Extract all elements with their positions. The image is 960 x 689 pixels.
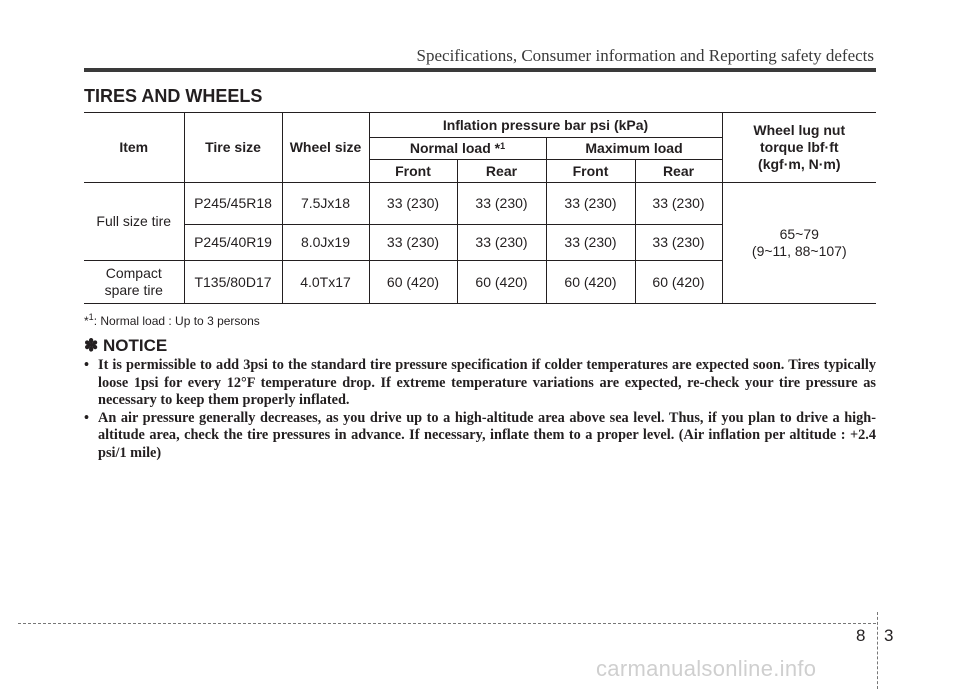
notice-text: An air pressure generally decreases, as you drive up to a high-altitude area above sea level. Thus, if you plan to drive a high-altitude area, check the tire pressures in advance. If necessary, inflate them to a proper level. (Air inflation per altitude : +2.4 psi/1 mile)	[98, 409, 876, 461]
notice-title: ✽ NOTICE	[84, 336, 168, 355]
cell-wheel-size: 7.5Jx18	[282, 183, 369, 225]
notice-text: It is permissible to add 3psi to the standard tire pressure specification if colder temperatures are expected soon. Tires typically loose 1psi for every 12°F temperature drop. If extreme temperature variations are expected, re-check your tire pressure as necessary to keep them properly inflated.	[98, 357, 876, 408]
footnote	[84, 314, 260, 328]
header-normal-load-sup: 1	[500, 141, 506, 151]
cell-normal-front: 60 (420)	[369, 261, 457, 304]
notice-item-cold-temperature	[84, 357, 876, 410]
running-header: Specifications, Consumer information and Reporting safety defects	[416, 46, 874, 65]
footnote-text: : Normal load : Up to 3 persons	[93, 314, 260, 328]
footnote-sup: 1	[88, 312, 94, 322]
lug-value-line1: 65~79	[779, 226, 819, 242]
page-chapter: 8	[856, 626, 866, 645]
watermark: carmanualsonline.info	[596, 656, 817, 681]
header-lug-line3: (kgf·m, N·m)	[758, 156, 841, 172]
header-inflation-pressure: Inflation pressure bar psi (kPa)	[369, 113, 722, 138]
cell-wheel-size: 8.0Jx19	[282, 225, 369, 261]
cell-max-rear: 33 (230)	[635, 225, 722, 261]
item-compact-spare-tire	[84, 261, 184, 304]
item-full-size-tire: Full size tire	[84, 183, 184, 261]
header-maximum-load: Maximum load	[546, 138, 722, 160]
header-max-front: Front	[546, 160, 635, 183]
notice-list	[84, 357, 876, 462]
cell-normal-front: 33 (230)	[369, 225, 457, 261]
header-lug-line2: torque lbf·ft	[760, 139, 839, 155]
cell-wheel-size: 4.0Tx17	[282, 261, 369, 304]
header-normal-load-label: Normal load *	[409, 140, 501, 156]
header-item: Item	[84, 113, 184, 183]
cell-max-rear: 33 (230)	[635, 183, 722, 225]
bullet-icon: •	[84, 357, 90, 373]
cell-lug-torque-value	[722, 183, 876, 304]
header-rule	[84, 68, 876, 72]
cell-normal-rear: 60 (420)	[457, 261, 546, 304]
section-title: TIRES AND WHEELS	[84, 86, 263, 106]
footnote-mark: *	[84, 314, 89, 328]
header-wheel-size: Wheel size	[282, 113, 369, 183]
bullet-icon: •	[84, 409, 90, 426]
cell-normal-rear: 33 (230)	[457, 183, 546, 225]
tire-spec-table	[84, 112, 876, 304]
cell-tire-size: T135/80D17	[184, 261, 282, 304]
table-row	[84, 183, 876, 225]
compact-label-line1: Compact	[105, 265, 162, 281]
cell-tire-size: P245/40R19	[184, 225, 282, 261]
cell-max-rear: 60 (420)	[635, 261, 722, 304]
notice-item-high-altitude	[84, 410, 876, 463]
compact-label-line2: spare tire	[104, 282, 163, 298]
bottom-dashed-rule	[18, 623, 876, 624]
header-lug-line1: Wheel lug nut	[753, 122, 846, 138]
header-normal-load	[369, 138, 546, 160]
header-tire-size: Tire size	[184, 113, 282, 183]
header-normal-front: Front	[369, 160, 457, 183]
header-normal-rear: Rear	[457, 160, 546, 183]
header-max-rear: Rear	[635, 160, 722, 183]
header-lug-torque	[722, 113, 876, 183]
cell-max-front: 33 (230)	[546, 183, 635, 225]
page-number-divider	[877, 612, 878, 689]
cell-max-front: 60 (420)	[546, 261, 635, 304]
page-number: 3	[884, 626, 894, 645]
cell-normal-rear: 33 (230)	[457, 225, 546, 261]
lug-value-line2: (9~11, 88~107)	[751, 243, 847, 259]
cell-max-front: 33 (230)	[546, 225, 635, 261]
cell-tire-size: P245/45R18	[184, 183, 282, 225]
cell-normal-front: 33 (230)	[369, 183, 457, 225]
